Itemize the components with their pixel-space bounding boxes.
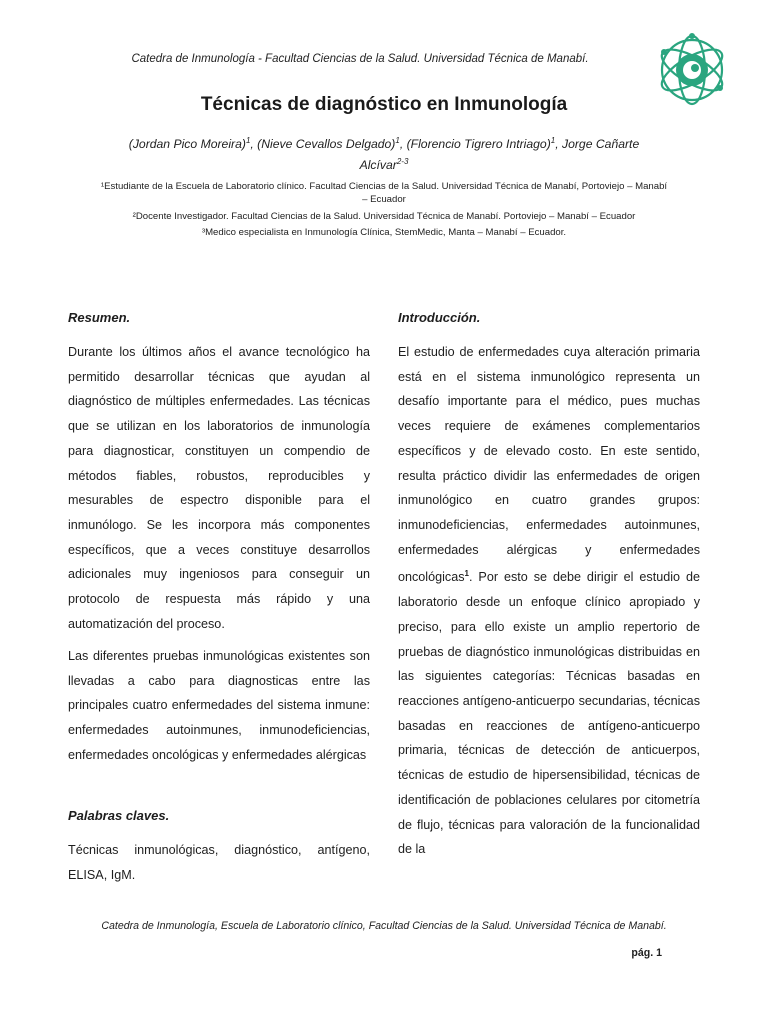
intro-paragraph: [398, 340, 700, 862]
author-4-sup: 2-3: [396, 157, 409, 167]
author-3: , (Florencio Tigrero Intriago): [399, 137, 551, 152]
author-2-sup: 1: [395, 136, 400, 145]
page-footer: Catedra de Inmunología, Escuela de Laboratorio clínico, Facultad Ciencias de la Salud. Universidad Técnica de Manabí.: [101, 920, 667, 932]
keywords-text: Técnicas inmunológicas, diagnóstico, antígeno, ELISA, IgM.: [68, 843, 370, 882]
intro-heading: Introducción.: [398, 310, 481, 325]
intro-text-b: . Por esto se debe dirigir el estudio de laboratorio desde un enfoque clínico apropiado y preciso, para ello existe un amplio repertorio de pruebas de diagnóstico inmunológicas distribuidas en las siguientes categorías: Técnicas basadas en reacciones antígeno-anticuerpo secundarias, técnicas basadas en reacciones de antígeno-anticuerpo primaria, técnicas de detección de anticuerpos, técnicas de estudio de hipersensibilidad, técnicas de identificación de poblaciones celulares por citometría de flujo, técnicas para valoración de la funcionalidad de la: [398, 570, 700, 857]
resumen-paragraph-2-block: [68, 644, 370, 768]
author-4: , Jorge Cañarte Alcívar: [359, 137, 640, 173]
keywords-heading: Palabras claves.: [68, 808, 170, 823]
author-list: [110, 132, 658, 174]
keywords-block: [68, 838, 370, 887]
intro-text-a: El estudio de enfermedades cuya alteración primaria está en el sistema inmunológico representa un desafío importante para el médico, pues muchas veces requiere de exámenes complementarios específicos y de elevado costo. En este sentido, resulta práctico dividir las enfermedades de origen inmunológico en cuatro grandes grupos: inmunodeficiencias, enfermedades autoinmunes, enfermedades alérgicas y enfermedades oncológicas: [398, 345, 700, 585]
resumen-heading-block: [68, 310, 370, 325]
author-1: (Jordan Pico Moreira): [128, 137, 246, 152]
intro-heading-block: [398, 310, 700, 325]
affiliation-1: ¹Estudiante de la Escuela de Laboratorio clínico. Facultad Ciencias de la Salud. Universidad Técnica de Manabí, Portoviejo – Manabí – Ecuador: [100, 181, 668, 205]
running-header: Catedra de Inmunología - Facultad Ciencias de la Salud. Universidad Técnica de Manabí.: [131, 53, 589, 65]
resumen-heading: Resumen.: [68, 310, 131, 325]
author-2: , (Nieve Cevallos Delgado): [250, 137, 396, 152]
affiliation-3: ³Medico especialista en Inmunología Clínica, StemMedic, Manta – Manabí – Ecuador.: [201, 227, 567, 238]
affiliation-2: ²Docente Investigador. Facultad Ciencias de la Salud. Universidad Técnica de Manabí. Portoviejo – Manabí – Ecuador: [132, 211, 636, 222]
page-number: pág. 1: [631, 947, 662, 959]
author-3-sup: 1: [550, 136, 556, 145]
resumen-paragraph-2: Las diferentes pruebas inmunológicas existentes son llevadas a cabo para diagnosticas entre las principales cuatro enfermedades del sistema inmune: enfermedades autoinmunes, inmunodeficiencias, enfermedades oncológicas y enfermedades alérgicas: [68, 649, 370, 762]
resumen-paragraph-1: Durante los últimos años el avance tecnológico ha permitido desarrollar técnicas que ayudan al diagnóstico de múltiples enfermedades. Las técnicas que se utilizan en los laboratorios de inmunología para diagnosticar, constituyen un compendio de métodos fiables, robustos, reproducibles y mesurables de espectro disponible para el inmunólogo. Se les incorpora más componentes específicos, que a veces constituye desarrollos adicionales muy ingeniosos para conseguir un protocolo de respuesta más rápido y una automatización del proceso.: [68, 345, 370, 631]
keywords-heading-block: [68, 808, 370, 823]
intro-citation: 1: [464, 569, 469, 579]
intro-paragraph-block: [398, 340, 700, 862]
author-1-sup: 1: [245, 136, 251, 145]
paper-title: Técnicas de diagnóstico en Inmunología: [200, 94, 568, 115]
resumen-paragraph-1-block: [68, 340, 370, 636]
